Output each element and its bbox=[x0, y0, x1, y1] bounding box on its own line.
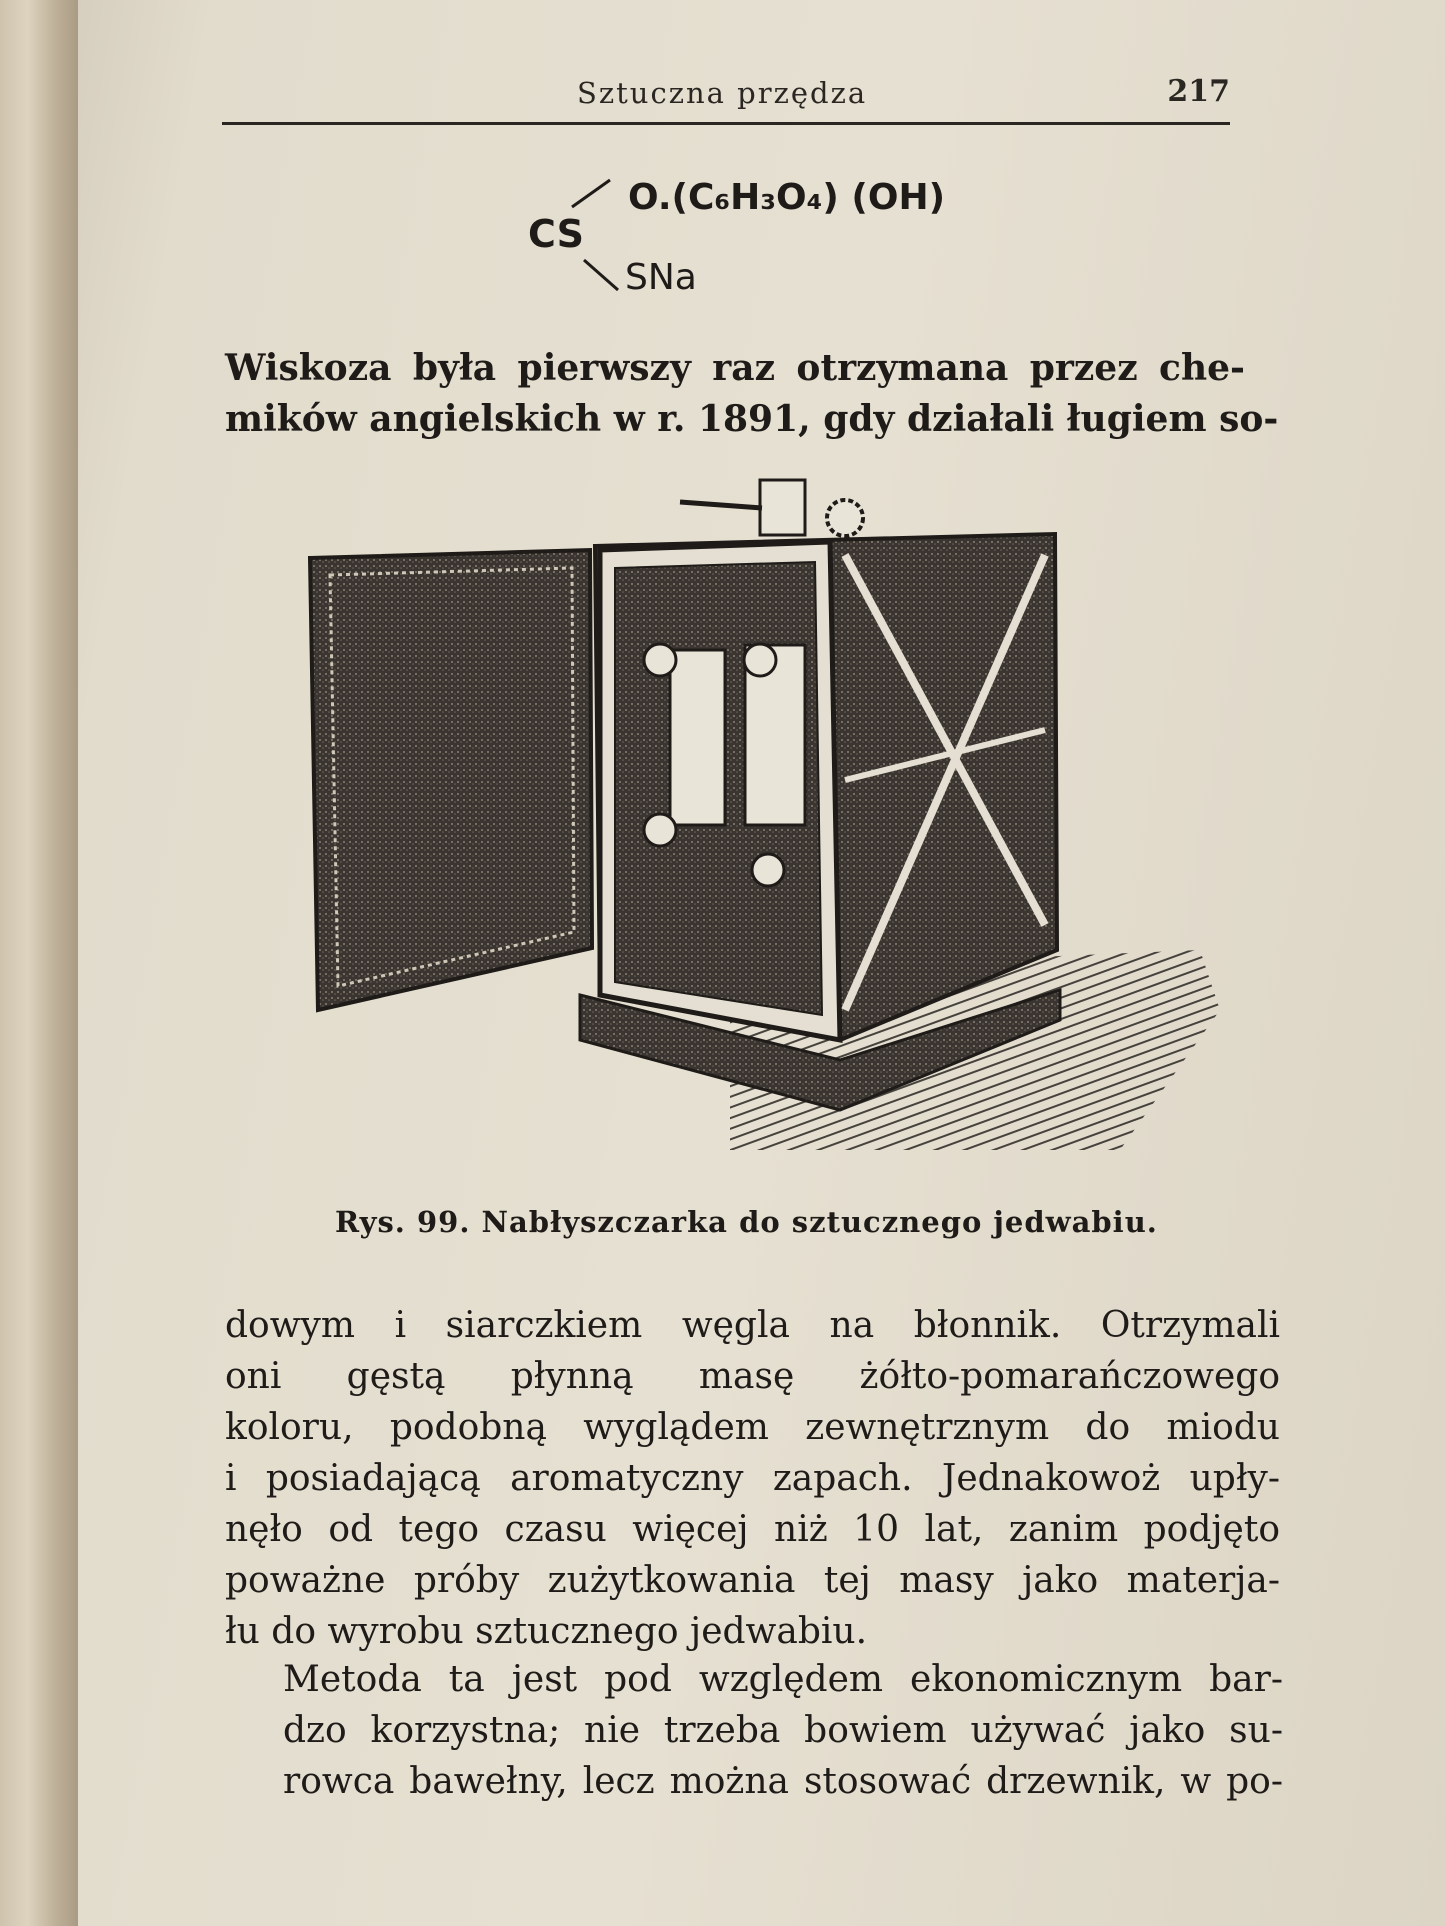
header-rule bbox=[222, 122, 1230, 125]
formula-center: CS bbox=[528, 212, 584, 256]
text-line: rowca bawełny, lecz można stosować drzewnik, w po- bbox=[283, 1761, 1283, 1802]
formula-lower-branch: SNa bbox=[625, 257, 697, 298]
top-mechanism bbox=[760, 480, 805, 535]
text-line: poważne próby zużytkowania tej masy jako materja- bbox=[225, 1560, 1280, 1601]
text-line: Wiskoza była pierwszy raz otrzymana przez che- bbox=[225, 347, 1245, 389]
text-line: nęło od tego czasu więcej niż 10 lat, zanim podjęto bbox=[225, 1509, 1280, 1550]
figure-illustration bbox=[300, 450, 1220, 1170]
roller-bottom-right bbox=[752, 854, 784, 886]
formula-upper-branch: O.(C₆H₃O₄) (OH) bbox=[628, 177, 946, 218]
silk-skein-left bbox=[670, 650, 725, 825]
text-line: Metoda ta jest pod względem ekonomicznym bar- bbox=[283, 1659, 1283, 1700]
formula-bond-upper bbox=[572, 180, 610, 207]
text-line: koloru, podobną wyglądem zewnętrznym do miodu bbox=[225, 1407, 1280, 1448]
formula-diagram bbox=[520, 165, 1000, 305]
open-door bbox=[310, 550, 592, 1010]
lustring-machine-illustration bbox=[300, 450, 1220, 1170]
book-spine-edge bbox=[0, 0, 78, 1926]
text-line: łu do wyrobu sztucznego jedwabiu. bbox=[225, 1611, 868, 1652]
text-line: mików angielskich w r. 1891, gdy działali ługiem so- bbox=[225, 398, 1279, 440]
formula-bond-lower bbox=[584, 260, 618, 290]
paragraph-3 bbox=[238, 1654, 1283, 1807]
paragraph-2 bbox=[225, 1300, 1280, 1657]
roller-top-right bbox=[744, 644, 776, 676]
crank-handle bbox=[680, 502, 762, 508]
page-number: 217 bbox=[1167, 74, 1230, 109]
roller-top-left bbox=[644, 644, 676, 676]
text-line: oni gęstą płynną masę żółto-pomarańczowego bbox=[225, 1356, 1280, 1397]
paragraph-1 bbox=[225, 343, 1279, 445]
roller-bottom-left bbox=[644, 814, 676, 846]
figure-caption: Rys. 99. Nabłyszczarka do sztucznego jedwabiu. bbox=[335, 1205, 1158, 1239]
text-line: dzo korzystna; nie trzeba bowiem używać jako su- bbox=[283, 1710, 1283, 1751]
running-title: Sztuczna przędza bbox=[577, 76, 868, 110]
page-header bbox=[222, 70, 1230, 130]
gear-wheel bbox=[827, 500, 863, 536]
text-line: dowym i siarczkiem węgla na błonnik. Otrzymali bbox=[225, 1305, 1280, 1346]
chemical-formula bbox=[520, 165, 1000, 305]
text-line: i posiadającą aromatyczny zapach. Jednakowoż upły- bbox=[225, 1458, 1280, 1499]
